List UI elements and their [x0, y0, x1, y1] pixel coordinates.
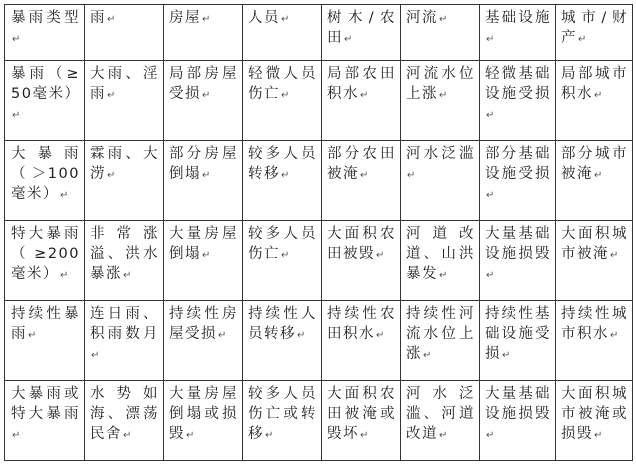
paragraph-mark-icon: ↵ [202, 170, 211, 182]
row-label-cell [5, 301, 85, 381]
paragraph-mark-icon: ↵ [202, 250, 211, 262]
cell-text: 部分城市被淹 [561, 146, 628, 183]
table-cell [322, 141, 401, 221]
cell-text: 持续性基础设施受损 [485, 306, 551, 363]
table-cell [85, 141, 164, 221]
paragraph-mark-icon: ↵ [218, 330, 227, 342]
header-text: 城市/财产 [561, 10, 628, 46]
paragraph-mark-icon: ↵ [439, 90, 448, 102]
cell-text: 持续性河流水位上涨 [406, 306, 475, 363]
header-cell-river [401, 5, 480, 61]
cell-text: 部分房屋倒塌 [169, 146, 238, 183]
cell-text: 大面积农田被淹或毁坏 [327, 386, 396, 443]
cell-text: 大量房屋倒塌或损毁 [169, 386, 238, 443]
cell-text: 大面积城市被淹或损毁 [561, 386, 628, 443]
table-cell [243, 61, 322, 141]
paragraph-mark-icon: ↵ [297, 330, 306, 342]
paragraph-mark-icon: ↵ [281, 250, 290, 262]
table-cell [556, 301, 633, 381]
table-row [5, 61, 633, 141]
table-cell [85, 61, 164, 141]
header-cell-rain-type [5, 5, 85, 61]
table-cell [556, 61, 633, 141]
header-text: 树木/农田 [327, 10, 396, 46]
cell-text: 特大暴雨（≥200毫米） [11, 226, 80, 283]
header-cell-trees-farmland [322, 5, 401, 61]
header-cell-house [164, 5, 243, 61]
table-cell [164, 301, 243, 381]
paragraph-mark-icon: ↵ [281, 170, 290, 182]
cell-text: 持续性农田积水 [327, 306, 396, 343]
paragraph-mark-icon: ↵ [12, 430, 21, 442]
paragraph-mark-icon: ↵ [376, 250, 385, 262]
paragraph-mark-icon: ↵ [578, 34, 587, 45]
table-cell [322, 61, 401, 141]
cell-text: 大暴雨（＞100毫米） [11, 146, 80, 203]
table-cell [85, 301, 164, 381]
header-text: 房屋 [169, 10, 201, 26]
table-row [5, 381, 633, 461]
cell-text: 河道改道、山洪暴发 [406, 226, 475, 283]
cell-text: 轻微基础设施受损 [485, 66, 551, 103]
header-text: 雨 [90, 10, 106, 26]
paragraph-mark-icon: ↵ [281, 90, 290, 102]
table-cell [85, 381, 164, 461]
table-cell [480, 301, 556, 381]
paragraph-mark-icon: ↵ [107, 90, 116, 102]
paragraph-mark-icon: ↵ [423, 350, 432, 362]
paragraph-mark-icon: ↵ [486, 34, 495, 45]
table-cell [243, 301, 322, 381]
table-cell [243, 221, 322, 301]
paragraph-mark-icon: ↵ [60, 190, 69, 202]
paragraph-mark-icon: ↵ [12, 110, 21, 122]
cell-text: 河水泛滥 [406, 146, 475, 163]
paragraph-mark-icon: ↵ [439, 430, 448, 442]
paragraph-mark-icon: ↵ [376, 330, 385, 342]
table-cell [85, 221, 164, 301]
table-cell [401, 141, 480, 221]
cell-text: 较多人员伤亡 [248, 226, 317, 263]
cell-text: 非常涨溢、洪水暴涨 [90, 226, 159, 283]
paragraph-mark-icon: ↵ [486, 110, 495, 122]
paragraph-mark-icon: ↵ [28, 330, 37, 342]
row-label-cell [5, 61, 85, 141]
table-cell [164, 221, 243, 301]
table-cell [322, 221, 401, 301]
cell-text: 大量房屋倒塌 [169, 226, 238, 263]
paragraph-mark-icon: ↵ [502, 350, 511, 362]
paragraph-mark-icon: ↵ [265, 430, 274, 442]
paragraph-mark-icon: ↵ [202, 14, 211, 25]
table-cell [243, 381, 322, 461]
cell-text: 大雨、淫雨 [90, 66, 159, 103]
paragraph-mark-icon: ↵ [107, 170, 116, 182]
header-cell-city-property [556, 5, 633, 61]
table-row [5, 141, 633, 221]
table-cell [401, 61, 480, 141]
table-cell [401, 221, 480, 301]
cell-text: 较多人员伤亡或转移 [248, 386, 317, 443]
cell-text: 局部房屋受损 [169, 66, 238, 103]
cell-text: 河流水位上涨 [406, 66, 475, 103]
paragraph-mark-icon: ↵ [486, 430, 495, 442]
cell-text: 大暴雨或特大暴雨 [11, 386, 80, 423]
paragraph-mark-icon: ↵ [486, 190, 495, 202]
paragraph-mark-icon: ↵ [360, 430, 369, 442]
row-label-cell [5, 141, 85, 221]
header-cell-rain [85, 5, 164, 61]
header-cell-infrastructure [480, 5, 556, 61]
paragraph-mark-icon: ↵ [12, 34, 21, 45]
cell-text: 暴雨（≥50毫米） [11, 66, 81, 103]
table-cell [322, 301, 401, 381]
paragraph-mark-icon: ↵ [202, 90, 211, 102]
table-cell [243, 141, 322, 221]
table-row [5, 301, 633, 381]
cell-text: 连日雨、积雨数月 [90, 306, 159, 343]
cell-text: 霖雨、大涝 [90, 146, 159, 183]
table-cell [556, 381, 633, 461]
paragraph-mark-icon: ↵ [439, 14, 448, 25]
paragraph-mark-icon: ↵ [610, 250, 619, 262]
paragraph-mark-icon: ↵ [610, 330, 619, 342]
table-body [5, 5, 633, 461]
cell-text: 局部城市积水 [561, 66, 628, 103]
paragraph-mark-icon: ↵ [407, 170, 416, 182]
cell-text: 部分基础设施受损 [485, 146, 551, 183]
paragraph-mark-icon: ↵ [123, 430, 132, 442]
header-text: 基础设施 [485, 10, 551, 26]
table-cell [480, 221, 556, 301]
cell-text: 河水泛滥、河道改道 [406, 386, 475, 443]
cell-text: 部分农田被淹 [327, 146, 396, 183]
paragraph-mark-icon: ↵ [360, 90, 369, 102]
paragraph-mark-icon: ↵ [594, 90, 603, 102]
header-cell-people [243, 5, 322, 61]
header-text: 暴雨类型 [11, 10, 80, 26]
paragraph-mark-icon: ↵ [594, 170, 603, 182]
cell-text: 轻微人员伤亡 [248, 66, 317, 103]
row-label-cell [5, 381, 85, 461]
paragraph-mark-icon: ↵ [186, 430, 195, 442]
paragraph-mark-icon: ↵ [281, 14, 290, 25]
paragraph-mark-icon: ↵ [360, 170, 369, 182]
table-cell [480, 61, 556, 141]
table-cell [164, 381, 243, 461]
cell-text: 持续性人员转移 [248, 306, 317, 343]
paragraph-mark-icon: ↵ [107, 14, 116, 25]
header-text: 人员 [248, 10, 280, 26]
cell-text: 持续性暴雨 [11, 306, 80, 343]
cell-text: 局部农田积水 [327, 66, 396, 103]
table-cell [164, 61, 243, 141]
table-cell [401, 381, 480, 461]
table-row [5, 221, 633, 301]
cell-text: 大量基础设施损毁 [485, 386, 551, 423]
table-cell [480, 141, 556, 221]
cell-text: 大量基础设施损毁 [485, 226, 551, 263]
cell-text: 持续性房屋受损 [169, 306, 238, 343]
cell-text: 较多人员转移 [248, 146, 317, 183]
table-cell [401, 301, 480, 381]
cell-text: 大面积城市被淹 [561, 226, 628, 263]
paragraph-mark-icon: ↵ [60, 270, 69, 282]
header-text: 河流 [406, 10, 438, 26]
table-cell [556, 221, 633, 301]
cell-text: 水势如海、漂荡民舍 [90, 386, 159, 443]
rainstorm-impact-table [4, 4, 633, 461]
cell-text: 大面积农田被毁 [327, 226, 396, 263]
table-cell [556, 141, 633, 221]
paragraph-mark-icon: ↵ [91, 350, 100, 362]
table-cell [322, 381, 401, 461]
row-label-cell [5, 221, 85, 301]
paragraph-mark-icon: ↵ [344, 34, 353, 45]
cell-text: 持续性城市积水 [561, 306, 628, 343]
table-cell [480, 381, 556, 461]
paragraph-mark-icon: ↵ [439, 270, 448, 282]
paragraph-mark-icon: ↵ [486, 270, 495, 282]
paragraph-mark-icon: ↵ [123, 270, 132, 282]
table-cell [164, 141, 243, 221]
paragraph-mark-icon: ↵ [594, 430, 603, 442]
table-header-row [5, 5, 633, 61]
